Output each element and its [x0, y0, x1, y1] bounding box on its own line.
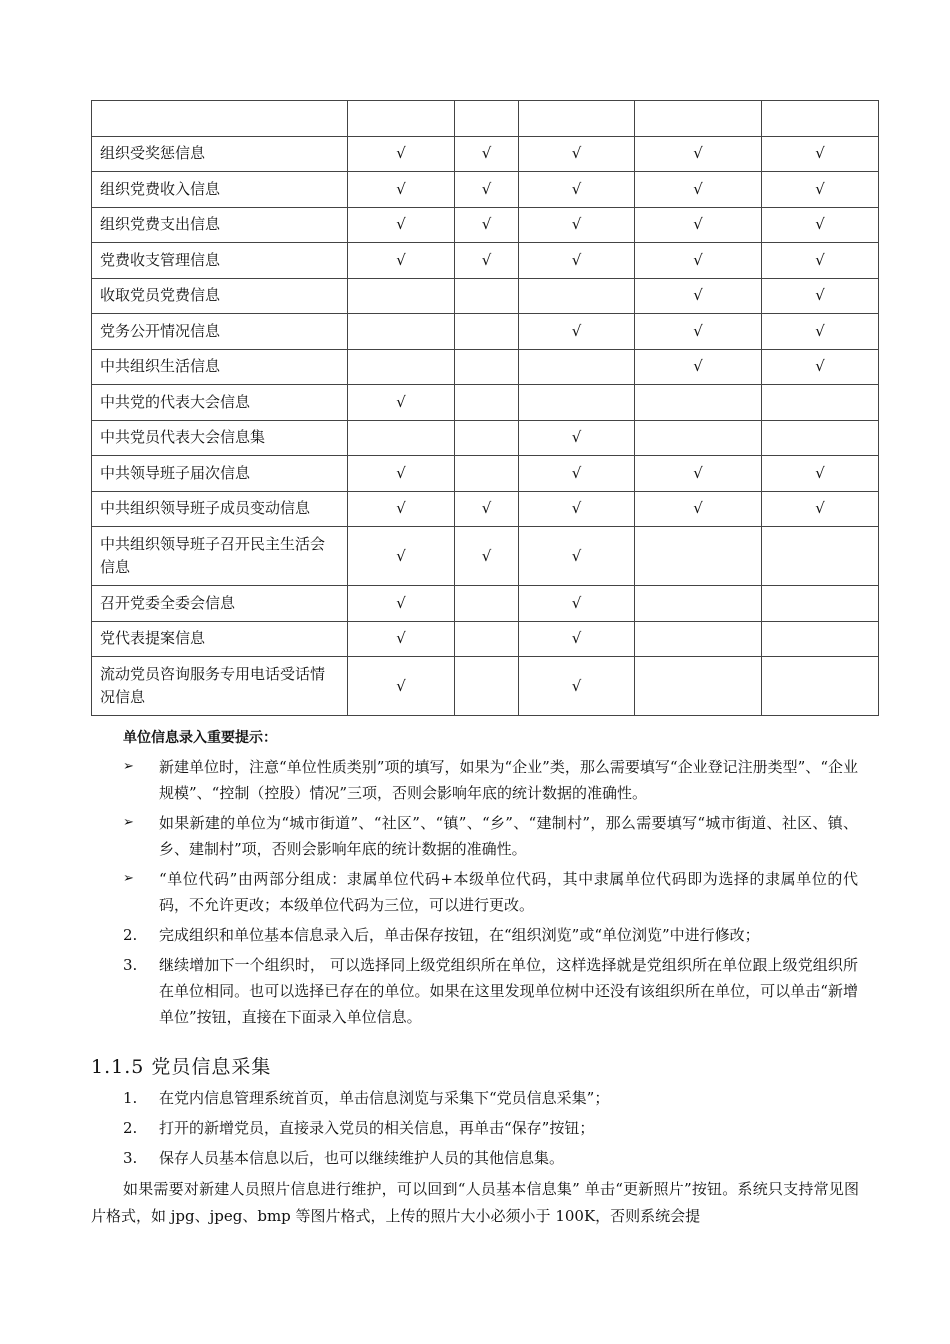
arrow-bullet-icon: ➢ [123, 815, 134, 830]
table-cell [348, 420, 455, 456]
table-cell: √ [348, 136, 455, 172]
list-number: 2. [123, 1119, 138, 1137]
table-cell [762, 527, 879, 586]
table-cell [455, 456, 519, 492]
table-cell: √ [635, 456, 762, 492]
table-cell [635, 101, 762, 137]
list-item-text: 完成组织和单位基本信息录入后，单击保存按钮，在“组织浏览”或“单位浏览”中进行修改； [159, 926, 760, 944]
table-cell: √ [348, 621, 455, 657]
table-cell: √ [519, 527, 635, 586]
row-label: 中共组织领导班子成员变动信息 [92, 491, 348, 527]
row-label: 召开党委全委会信息 [92, 586, 348, 622]
table-cell [455, 621, 519, 657]
table-cell: √ [455, 207, 519, 243]
table-row [92, 657, 879, 716]
table-body [92, 101, 879, 716]
table-cell: √ [762, 172, 879, 208]
table-cell: √ [519, 207, 635, 243]
table-cell: √ [762, 207, 879, 243]
table-cell: √ [348, 207, 455, 243]
table-row [92, 456, 879, 492]
table-cell: √ [762, 243, 879, 279]
row-label: 党务公开情况信息 [92, 314, 348, 350]
table-cell [455, 586, 519, 622]
section-heading: 1.1.5 党员信息采集 [91, 1056, 272, 1078]
table-cell [519, 385, 635, 421]
arrow-bullet-icon: ➢ [123, 871, 134, 886]
table-cell: √ [635, 172, 762, 208]
table-cell [635, 420, 762, 456]
notes-title: 单位信息录入重要提示： [123, 730, 277, 746]
table-cell: √ [455, 491, 519, 527]
list-item-text: 如果新建的单位为“城市街道”、“社区”、“镇”、“乡”、“建制村”，那么需要填写“城市街道、社区、镇、乡、建制村”项，否则会影响年底的统计数据的准确性。 [159, 814, 858, 858]
table-cell: √ [762, 278, 879, 314]
table-cell [762, 657, 879, 716]
table-cell: √ [348, 586, 455, 622]
table-cell: √ [455, 172, 519, 208]
table-cell [762, 621, 879, 657]
table-cell [635, 621, 762, 657]
list-item [123, 810, 858, 862]
table-cell: √ [635, 207, 762, 243]
table-row [92, 101, 879, 137]
table-cell: √ [348, 172, 455, 208]
row-label: 中共领导班子届次信息 [92, 456, 348, 492]
table-cell: √ [635, 136, 762, 172]
table-row [92, 172, 879, 208]
table-cell: √ [519, 420, 635, 456]
arrow-bullet-icon: ➢ [123, 759, 134, 774]
table-cell: √ [762, 491, 879, 527]
table-row [92, 491, 879, 527]
table-cell [519, 101, 635, 137]
row-label: 组织党费收入信息 [92, 172, 348, 208]
table-cell: √ [348, 527, 455, 586]
table-cell [348, 349, 455, 385]
info-set-table [91, 100, 879, 716]
table-cell: √ [348, 243, 455, 279]
row-label: 中共组织生活信息 [92, 349, 348, 385]
table-cell: √ [635, 314, 762, 350]
table-cell [455, 314, 519, 350]
table-cell: √ [519, 314, 635, 350]
table-row [92, 207, 879, 243]
row-label: 党代表提案信息 [92, 621, 348, 657]
body-paragraph: 如果需要对新建人员照片信息进行维护，可以回到“人员基本信息集” 单击“更新照片”按钮。系统只支持常见图片格式，如 jpg、jpeg、bmp 等图片格式，上传的照片大小必须小于 100K，否则系统会提 [91, 1180, 859, 1225]
list-item-text: 新建单位时，注意“单位性质类别”项的填写，如果为“企业”类，那么需要填写“企业登记注册类型”、“企业规模”、“控制（控股）情况”三项，否则会影响年底的统计数据的准确性。 [159, 758, 858, 802]
list-item-text: “单位代码”由两部分组成：隶属单位代码+本级单位代码，其中隶属单位代码即为选择的隶属单位的代码，不允许更改；本级单位代码为三位，可以进行更改。 [159, 870, 858, 914]
table-row [92, 385, 879, 421]
list-number: 1. [123, 1089, 138, 1107]
table-cell [635, 527, 762, 586]
table-cell [455, 278, 519, 314]
list-number: 2. [123, 926, 138, 944]
table-cell [348, 314, 455, 350]
table-cell [455, 101, 519, 137]
table-cell: √ [762, 314, 879, 350]
table-cell [635, 385, 762, 421]
table-cell [455, 657, 519, 716]
table-cell [348, 278, 455, 314]
row-label: 收取党员党费信息 [92, 278, 348, 314]
table-cell: √ [762, 349, 879, 385]
table-cell: √ [519, 657, 635, 716]
table-row [92, 586, 879, 622]
list-item [123, 754, 858, 806]
row-label: 中共党员代表大会信息集 [92, 420, 348, 456]
table-cell: √ [348, 491, 455, 527]
steps-list [123, 1085, 858, 1175]
table-cell [762, 385, 879, 421]
table-cell [519, 349, 635, 385]
table-cell: √ [635, 243, 762, 279]
table-cell: √ [519, 172, 635, 208]
table-cell [455, 349, 519, 385]
list-item [123, 866, 858, 918]
row-label: 中共组织领导班子召开民主生活会信息 [92, 527, 348, 586]
table-cell: √ [455, 243, 519, 279]
table-cell: √ [348, 385, 455, 421]
table-cell: √ [455, 527, 519, 586]
table-cell [762, 101, 879, 137]
table-cell: √ [455, 136, 519, 172]
table-cell: √ [519, 621, 635, 657]
table-cell [455, 420, 519, 456]
table-row [92, 527, 879, 586]
row-label: 党费收支管理信息 [92, 243, 348, 279]
table-row [92, 621, 879, 657]
row-label: 组织受奖惩信息 [92, 136, 348, 172]
list-item-text: 打开的新增党员，直接录入党员的相关信息，再单击“保存”按钮； [159, 1119, 595, 1137]
table-cell: √ [348, 657, 455, 716]
table-cell: √ [519, 456, 635, 492]
table-cell: √ [519, 136, 635, 172]
table-cell [455, 385, 519, 421]
table-row [92, 243, 879, 279]
row-label [92, 101, 348, 137]
row-label: 流动党员咨询服务专用电话受话情况信息 [92, 657, 348, 716]
table-cell: √ [519, 586, 635, 622]
table-cell [762, 586, 879, 622]
table-cell [635, 657, 762, 716]
table-row [92, 349, 879, 385]
table-row [92, 278, 879, 314]
table-cell: √ [635, 278, 762, 314]
list-item-text: 保存人员基本信息以后，也可以继续维护人员的其他信息集。 [159, 1149, 565, 1167]
row-label: 组织党费支出信息 [92, 207, 348, 243]
table-row [92, 314, 879, 350]
table-cell: √ [519, 243, 635, 279]
notes-list [123, 754, 858, 1034]
list-item-text: 在党内信息管理系统首页，单击信息浏览与采集下“党员信息采集”； [159, 1089, 610, 1107]
list-number: 3. [123, 956, 138, 974]
table-cell: √ [635, 349, 762, 385]
list-item [123, 952, 858, 1030]
table-cell: √ [519, 491, 635, 527]
table-cell: √ [348, 456, 455, 492]
list-item [123, 1085, 858, 1111]
row-label: 中共党的代表大会信息 [92, 385, 348, 421]
table-cell [348, 101, 455, 137]
list-item-text: 继续增加下一个组织时， 可以选择同上级党组织所在单位，这样选择就是党组织所在单位跟上级党组织所在单位相同。也可以选择已存在的单位。如果在这里发现单位树中还没有该组织所在单位，可以单击“新增单位”按钮，直接在下面录入单位信息。 [159, 956, 858, 1026]
table-cell: √ [635, 491, 762, 527]
table-cell: √ [762, 136, 879, 172]
list-item [123, 922, 858, 948]
table-row [92, 136, 879, 172]
table-cell [519, 278, 635, 314]
list-item [123, 1145, 858, 1171]
table-cell [635, 586, 762, 622]
list-item [123, 1115, 858, 1141]
list-number: 3. [123, 1149, 138, 1167]
table-cell: √ [762, 456, 879, 492]
table-cell [762, 420, 879, 456]
table-row [92, 420, 879, 456]
